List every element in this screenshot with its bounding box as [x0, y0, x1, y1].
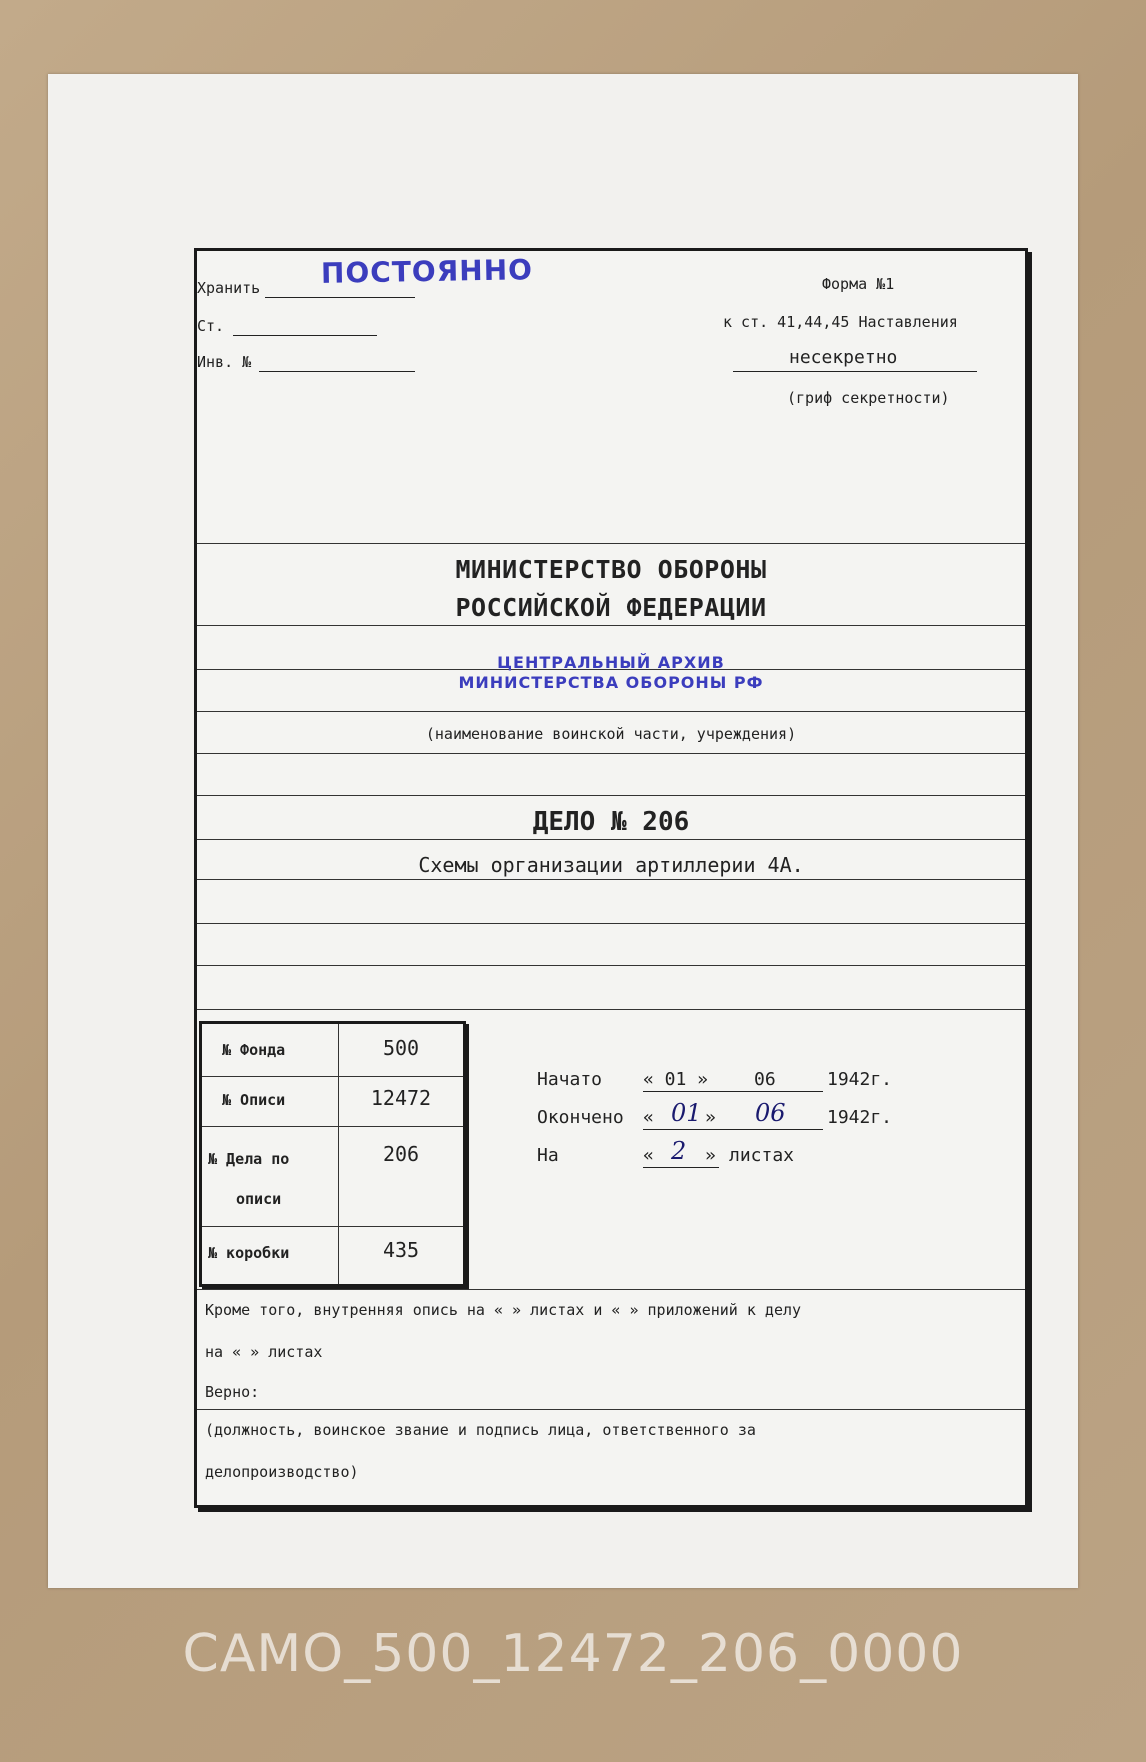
rule: [197, 923, 1025, 924]
table-rule: [202, 1076, 463, 1077]
rule: [197, 543, 1025, 544]
opis-value: 12472: [370, 1086, 432, 1110]
responsible-caption-2: делопроизводство): [205, 1463, 359, 1481]
fond-value: 500: [382, 1036, 420, 1060]
opis-label: № Описи: [222, 1091, 286, 1109]
rule: [197, 839, 1025, 840]
rule: [197, 879, 1025, 880]
ended-day-close: »: [705, 1107, 716, 1128]
on-label: На: [537, 1145, 559, 1166]
classification-value: несекретно: [789, 347, 898, 368]
verified-label: Верно:: [205, 1383, 260, 1401]
started-label: Начато: [537, 1069, 603, 1090]
regulation-articles: к ст. 41,44,45 Наставления: [723, 313, 958, 331]
box-value: 435: [382, 1238, 420, 1262]
classification-underline: [733, 371, 977, 372]
started-underline: [643, 1091, 823, 1092]
case-cover-form: [194, 248, 1028, 1508]
started-year: 1942г.: [827, 1069, 893, 1090]
box-label: № коробки: [208, 1244, 290, 1262]
table-rule: [202, 1226, 463, 1227]
archive-stamp-line-1: ЦЕНТРАЛЬНЫЙ АРХИВ: [497, 653, 725, 672]
ended-label: Окончено: [537, 1107, 624, 1128]
footer-line-2: на « » листах: [205, 1343, 323, 1361]
st-underline: [233, 335, 377, 336]
ended-month-handwritten: 06: [755, 1099, 786, 1127]
sheets-close: »: [705, 1145, 716, 1166]
rule: [197, 711, 1025, 712]
sheets-handwritten: 2: [671, 1137, 687, 1165]
keep-label: Хранить: [197, 279, 261, 297]
rule: [197, 795, 1025, 796]
archive-stamp-line-2: МИНИСТЕРСТВА ОБОРОНЫ РФ: [458, 673, 764, 692]
delo-label-line-1: № Дела по: [208, 1150, 290, 1168]
inv-underline: [259, 371, 415, 372]
ended-day-handwritten: 01: [671, 1099, 702, 1127]
keep-underline: [265, 297, 415, 298]
footer-line-1: Кроме того, внутренняя опись на « » листах и « » приложений к делу: [205, 1301, 802, 1319]
sheets-open: «: [643, 1145, 654, 1166]
rule: [197, 1409, 1025, 1410]
ended-underline: [643, 1129, 823, 1130]
unit-caption: (наименование воинской части, учреждения): [425, 725, 797, 743]
table-rule: [202, 1126, 463, 1127]
started-day: « 01 »: [643, 1069, 709, 1090]
rule: [197, 753, 1025, 754]
classification-caption: (гриф секретности): [787, 389, 950, 407]
keep-permanent-stamp: ПОСТОЯННО: [320, 253, 534, 290]
document-sheet: [48, 74, 1078, 1588]
fond-label: № Фонда: [222, 1041, 286, 1059]
inv-label: Инв. №: [197, 353, 252, 371]
scan-watermark: CAMO_500_12472_206_0000: [182, 1624, 964, 1684]
delo-label-line-2: описи: [236, 1190, 282, 1208]
sheets-label: листах: [729, 1145, 795, 1166]
archive-reference-table: [199, 1021, 466, 1287]
form-number: Форма №1: [822, 275, 895, 293]
ended-year: 1942г.: [827, 1107, 893, 1128]
rule: [197, 965, 1025, 966]
ended-day-open: «: [643, 1107, 654, 1128]
st-label: Ст.: [197, 317, 225, 335]
rule: [197, 1009, 1025, 1010]
case-title: ДЕЛО № 206: [532, 807, 690, 837]
rule: [197, 1289, 1025, 1290]
responsible-caption-1: (должность, воинское звание и подпись лица, ответственного за: [205, 1421, 756, 1439]
sheets-underline: [643, 1167, 719, 1168]
ministry-line-2: РОССИЙСКОЙ ФЕДЕРАЦИИ: [455, 593, 767, 622]
ministry-line-1: МИНИСТЕРСТВО ОБОРОНЫ: [455, 555, 767, 584]
delo-value: 206: [382, 1142, 420, 1166]
case-subject: Схемы организации артиллерии 4А.: [418, 853, 804, 877]
rule: [197, 625, 1025, 626]
started-month: 06: [754, 1069, 776, 1090]
